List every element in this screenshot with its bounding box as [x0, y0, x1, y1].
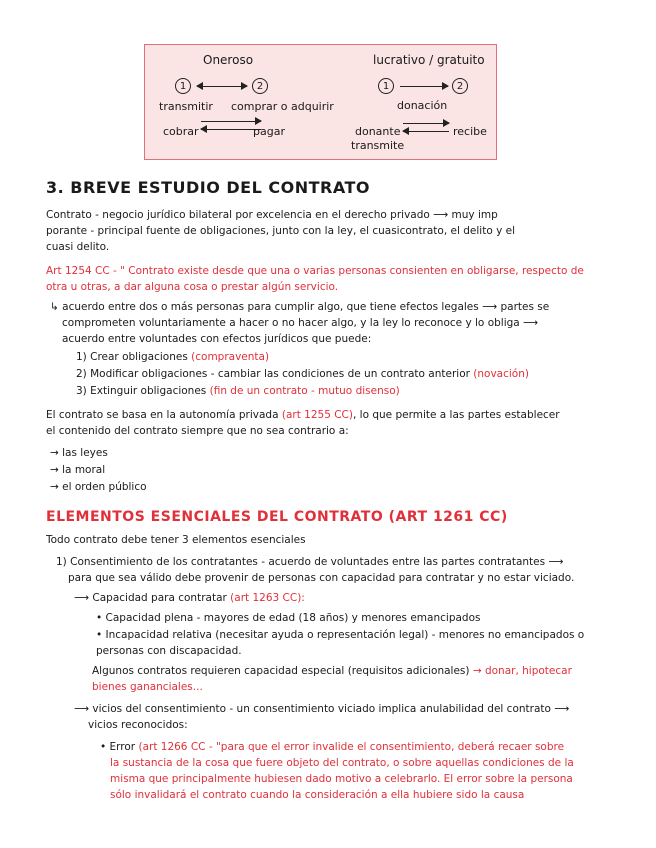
paragraph-line: porante - principal fuente de obligaciones, junto con la ley, el cuasicontrato, el delito y el — [46, 225, 516, 237]
paragraph-line: ⟶ vicios del consentimiento - un consentimiento viciado implica anulabilidad del contrato ⟶ — [74, 703, 570, 715]
party-1-circle: 1 — [175, 78, 191, 94]
arrow-right-icon — [403, 123, 449, 124]
oneroso-title: Oneroso — [203, 53, 254, 67]
paragraph-line: El contrato se basa en la autonomía privada (art 1255 CC), lo que permite a las partes establecer — [46, 409, 560, 421]
paragraph-line: ↳ acuerdo entre dos o más personas para cumplir algo, que tiene efectos legales ⟶ partes se — [50, 301, 550, 313]
paragraph-line: misma que principalmente hubiesen dado motivo a celebrarlo. El error sobre la persona — [110, 773, 573, 785]
lucrativo-title: lucrativo / gratuito — [373, 53, 485, 67]
paragraph-line: comprometen voluntariamente a hacer o no hacer algo, y la ley lo reconoce y lo obliga ⟶ — [62, 317, 539, 329]
bullet-item: • Incapacidad relativa (necesitar ayuda o representación legal) - menores no emancipados o — [96, 629, 585, 641]
list-item: 3) Extinguir obligaciones (fin de un contrato - mutuo disenso) — [76, 385, 400, 397]
double-arrow-icon — [197, 86, 247, 87]
lucrativo-left-bottom-2: transmite — [351, 139, 405, 152]
paragraph-line: cuasi delito. — [46, 241, 110, 253]
list-item: → el orden público — [50, 481, 147, 493]
list-item: → la moral — [50, 464, 106, 476]
paragraph-line: ⟶ Capacidad para contratar (art 1263 CC): — [74, 592, 305, 604]
bullet-item: • Capacidad plena - mayores de edad (18 años) y menores emancipados — [96, 612, 481, 624]
arrow-right-icon — [400, 86, 448, 87]
section-title: ELEMENTOS ESENCIALES DEL CONTRATO (ART 1261 CC) — [46, 510, 508, 525]
list-item: 2) Modificar obligaciones - cambiar las condiciones de un contrato anterior (novación) — [76, 368, 529, 380]
lucrativo-left-bottom: donante — [355, 125, 401, 138]
section-title: 3. BREVE ESTUDIO DEL CONTRATO — [46, 180, 370, 195]
paragraph-line: para que sea válido debe provenir de personas con capacidad para contratar y no estar viciado. — [68, 572, 575, 584]
contract-types-box — [144, 44, 497, 160]
party-2-circle: 2 — [452, 78, 468, 94]
paragraph-line: acuerdo entre voluntades con efectos jurídicos que puede: — [62, 333, 372, 345]
party-1-circle: 1 — [378, 78, 394, 94]
paragraph-line: bienes gananciales... — [92, 681, 203, 693]
lucrativo-mid-top: donación — [397, 99, 448, 112]
paragraph-line: el contenido del contrato siempre que no sea contrario a: — [46, 425, 349, 437]
oneroso-right-top: comprar o adquirir — [231, 100, 334, 113]
oneroso-left-bottom: cobrar — [163, 125, 199, 138]
oneroso-left-top: transmitir — [159, 100, 213, 113]
arrow-right-icon — [201, 121, 261, 122]
paragraph-line: 1) Consentimiento de los contratantes - acuerdo de voluntades entre las partes contratantes ⟶ — [56, 556, 564, 568]
list-item: 1) Crear obligaciones (compraventa) — [76, 351, 270, 363]
list-item: → las leyes — [50, 447, 108, 459]
article-quote-line: otra u otras, a dar alguna cosa o prestar algún servicio. — [46, 281, 339, 293]
bullet-item: personas con discapacidad. — [96, 645, 242, 657]
arrow-left-icon — [403, 131, 449, 132]
paragraph-line: Contrato - negocio jurídico bilateral por excelencia en el derecho privado ⟶ muy imp — [46, 209, 498, 221]
paragraph-line: Algunos contratos requieren capacidad especial (requisitos adicionales) → donar, hipotecar — [92, 665, 572, 677]
paragraph-line: vicios reconocidos: — [88, 719, 188, 731]
paragraph-line: la sustancia de la cosa que fuere objeto del contrato, o sobre aquellas condiciones de la — [110, 757, 574, 769]
oneroso-right-bottom: pagar — [253, 125, 285, 138]
bullet-item: • Error (art 1266 CC - "para que el error invalide el consentimiento, deberá recaer sobre — [100, 741, 565, 753]
arrow-left-icon — [201, 129, 261, 130]
article-quote-line: Art 1254 CC - " Contrato existe desde que una o varias personas consienten en obligarse, respecto de — [46, 265, 584, 277]
paragraph-line: sólo invalidará el contrato cuando la consideración a ella hubiere sido la causa — [110, 789, 525, 801]
party-2-circle: 2 — [252, 78, 268, 94]
paragraph-line: Todo contrato debe tener 3 elementos esenciales — [46, 534, 306, 546]
lucrativo-right-bottom: recibe — [453, 125, 487, 138]
